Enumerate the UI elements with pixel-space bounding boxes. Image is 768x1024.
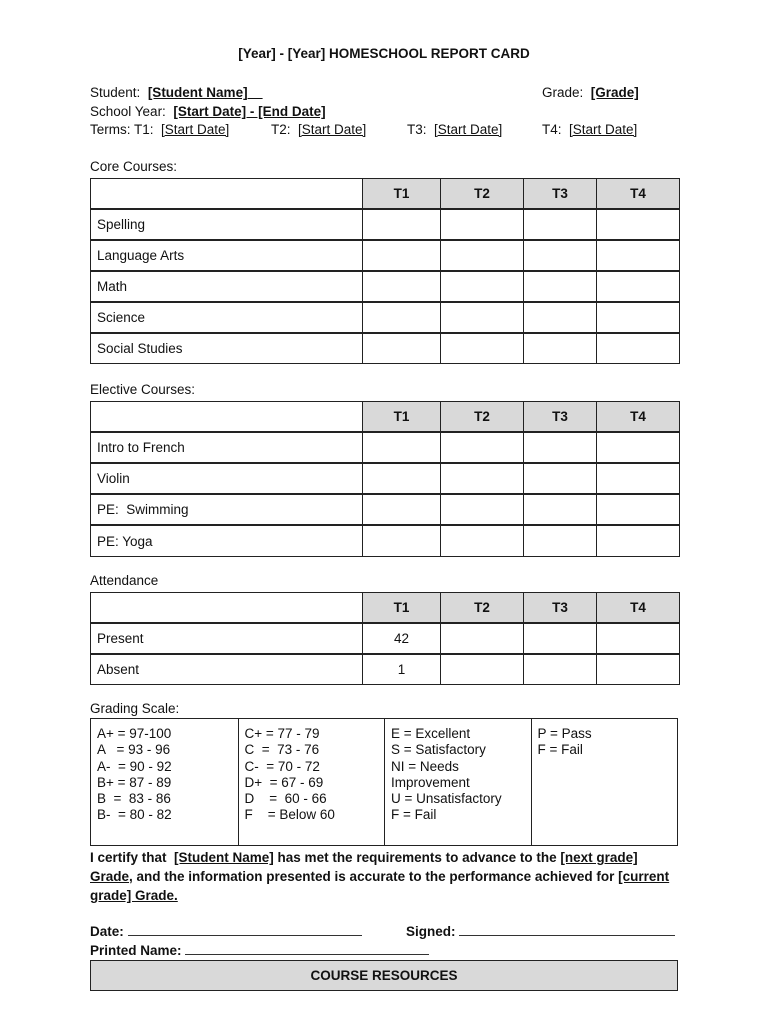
grade-cell[interactable]	[597, 494, 680, 525]
term-4-label: T4:	[542, 122, 562, 137]
header-t2: T2	[441, 402, 524, 433]
term-4	[542, 122, 637, 137]
certify-text: , and the information presented is accurate to the performance achieved for	[129, 869, 619, 884]
grade-cell[interactable]	[363, 271, 441, 302]
grade-cell[interactable]	[363, 240, 441, 271]
grade-cell[interactable]	[363, 333, 441, 364]
student-label: Student:	[90, 85, 141, 100]
table-row	[91, 463, 680, 494]
header-t2: T2	[441, 593, 524, 624]
attendance-cell[interactable]	[597, 654, 680, 685]
grade-cell[interactable]	[524, 302, 597, 333]
grade-cell[interactable]	[441, 209, 524, 240]
header-t4: T4	[597, 402, 680, 433]
attendance-cell[interactable]	[597, 623, 680, 654]
grade-cell[interactable]	[441, 494, 524, 525]
table-row	[91, 209, 680, 240]
header-blank-cell	[91, 179, 363, 210]
course-name: Language Arts	[91, 240, 363, 271]
table-row	[91, 654, 680, 685]
date-line	[90, 922, 362, 939]
table-header-row	[91, 593, 680, 624]
grade-cell[interactable]	[441, 271, 524, 302]
grade-cell[interactable]	[441, 463, 524, 494]
grading-scale-column	[91, 719, 239, 845]
grade-cell[interactable]	[441, 525, 524, 557]
grading-scale-column	[239, 719, 386, 845]
printed-name-line	[90, 941, 429, 958]
term-3	[407, 122, 502, 137]
attendance-label: Absent	[91, 654, 363, 685]
school-year-value: [Start Date] - [End Date]	[173, 104, 326, 119]
core-courses-table	[90, 178, 680, 364]
term-1	[90, 122, 229, 137]
grade-cell[interactable]	[524, 463, 597, 494]
scale-entry: U = Unsatisfactory	[391, 791, 502, 807]
course-name: PE: Yoga	[91, 525, 363, 557]
course-name: PE: Swimming	[91, 494, 363, 525]
scale-entry: A- = 90 - 92	[97, 758, 172, 774]
certify-text: has met the requirements to advance to the	[273, 850, 561, 865]
course-name: Spelling	[91, 209, 363, 240]
grade-cell[interactable]	[363, 494, 441, 525]
header-t1: T1	[363, 179, 441, 210]
table-row	[91, 525, 680, 557]
certify-next-grade: [next grade] Grade	[90, 850, 638, 884]
school-year-label: School Year:	[90, 104, 166, 119]
scale-entry: P = Pass	[537, 726, 592, 741]
header-t2: T2	[441, 179, 524, 210]
table-row	[91, 240, 680, 271]
table-row	[91, 494, 680, 525]
table-row	[91, 271, 680, 302]
grade-cell[interactable]	[524, 494, 597, 525]
grade-cell[interactable]	[597, 302, 680, 333]
scale-entry: Improvement	[391, 774, 470, 790]
attendance-cell[interactable]: 42	[363, 623, 441, 654]
attendance-cell[interactable]	[441, 654, 524, 685]
grade-cell[interactable]	[441, 432, 524, 463]
grade-cell[interactable]	[441, 302, 524, 333]
scale-entry: D+ = 67 - 69	[244, 774, 324, 790]
table-row	[91, 333, 680, 364]
scale-entry: B = 83 - 86	[97, 791, 171, 807]
scale-entry: F = Fail	[537, 742, 583, 758]
scale-entry: D = 60 - 66	[244, 791, 327, 807]
term-2-date: [Start Date]	[298, 122, 367, 137]
grade-cell[interactable]	[597, 463, 680, 494]
grading-scale-heading: Grading Scale:	[90, 701, 180, 716]
attendance-cell[interactable]	[441, 623, 524, 654]
header-t1: T1	[363, 593, 441, 624]
grade-line	[542, 85, 639, 100]
scale-entry: B- = 80 - 82	[97, 807, 172, 823]
attendance-label: Present	[91, 623, 363, 654]
term-1-label: Terms: T1:	[90, 122, 154, 137]
grade-cell[interactable]	[597, 240, 680, 271]
grading-scale-column	[532, 719, 678, 845]
grade-cell[interactable]	[363, 302, 441, 333]
signed-line	[406, 922, 675, 939]
scale-entry: C = 73 - 76	[244, 742, 320, 758]
grade-cell[interactable]	[441, 333, 524, 364]
grade-cell[interactable]	[363, 432, 441, 463]
grade-cell[interactable]	[597, 271, 680, 302]
printed-name-label: Printed Name:	[90, 943, 182, 958]
grading-scale-box	[90, 718, 678, 846]
course-name: Violin	[91, 463, 363, 494]
attendance-heading: Attendance	[90, 573, 159, 588]
grade-cell[interactable]	[524, 240, 597, 271]
grade-cell[interactable]	[524, 432, 597, 463]
school-year-line	[90, 104, 326, 119]
grade-cell[interactable]	[597, 209, 680, 240]
scale-entry: C+ = 77 - 79	[244, 726, 320, 741]
term-2	[271, 122, 366, 137]
student-name: [Student Name]	[147, 85, 248, 100]
header-t4: T4	[597, 593, 680, 624]
header-t4: T4	[597, 179, 680, 210]
term-3-date: [Start Date]	[434, 122, 503, 137]
grade-value: [Grade]	[590, 85, 639, 100]
certify-current-grade: [current grade] Grade.	[90, 869, 670, 903]
course-resources-header: COURSE RESOURCES	[90, 960, 678, 991]
scale-entry: A = 93 - 96	[97, 742, 171, 758]
signature-field[interactable]	[459, 922, 675, 936]
table-row	[91, 432, 680, 463]
header-blank-cell	[91, 402, 363, 433]
grade-cell[interactable]	[363, 525, 441, 557]
scale-entry: A+ = 97-100	[97, 726, 172, 741]
grade-cell[interactable]	[597, 333, 680, 364]
certify-text: I certify that	[90, 850, 175, 865]
attendance-cell[interactable]	[524, 654, 597, 685]
term-2-label: T2:	[271, 122, 291, 137]
grade-cell[interactable]	[363, 209, 441, 240]
term-4-date: [Start Date]	[569, 122, 638, 137]
attendance-table	[90, 592, 680, 685]
course-name: Science	[91, 302, 363, 333]
grading-scale-column	[385, 719, 532, 845]
core-courses-heading: Core Courses:	[90, 159, 178, 174]
table-row	[91, 623, 680, 654]
scale-entry: B+ = 87 - 89	[97, 774, 172, 790]
elective-courses-table	[90, 401, 680, 557]
elective-courses-heading: Elective Courses:	[90, 382, 196, 397]
attendance-cell[interactable]: 1	[363, 654, 441, 685]
grade-cell[interactable]	[363, 463, 441, 494]
term-1-date: [Start Date]	[161, 122, 230, 137]
grade-cell[interactable]	[524, 209, 597, 240]
table-row	[91, 302, 680, 333]
course-name: Social Studies	[91, 333, 363, 364]
table-header-row	[91, 179, 680, 210]
grade-cell[interactable]	[524, 333, 597, 364]
attendance-cell[interactable]	[524, 623, 597, 654]
date-field[interactable]	[128, 922, 362, 936]
grade-cell[interactable]	[441, 240, 524, 271]
printed-name-field[interactable]	[185, 941, 429, 955]
grade-cell[interactable]	[524, 525, 597, 557]
header-t3: T3	[524, 402, 597, 433]
header-t3: T3	[524, 593, 597, 624]
certification-statement	[90, 848, 680, 905]
term-3-label: T3:	[407, 122, 427, 137]
scale-entry: F = Below 60	[244, 807, 335, 823]
page-title: [Year] - [Year] HOMESCHOOL REPORT CARD	[238, 46, 530, 61]
grade-cell[interactable]	[524, 271, 597, 302]
scale-entry: NI = Needs	[391, 758, 459, 774]
date-label: Date:	[90, 924, 124, 939]
course-name: Intro to French	[91, 432, 363, 463]
header-t3: T3	[524, 179, 597, 210]
course-name: Math	[91, 271, 363, 302]
grade-cell[interactable]	[597, 525, 680, 557]
header-blank-cell	[91, 593, 363, 624]
grade-label: Grade:	[542, 85, 584, 100]
scale-entry: F = Fail	[391, 807, 437, 823]
header-t1: T1	[363, 402, 441, 433]
scale-entry: E = Excellent	[391, 726, 471, 741]
certify-student-name: [Student Name]	[174, 850, 274, 865]
signed-label: Signed:	[406, 924, 456, 939]
scale-entry: S = Satisfactory	[391, 742, 486, 758]
student-line	[90, 85, 263, 100]
table-header-row	[91, 402, 680, 433]
grade-cell[interactable]	[597, 432, 680, 463]
scale-entry: C- = 70 - 72	[244, 758, 320, 774]
